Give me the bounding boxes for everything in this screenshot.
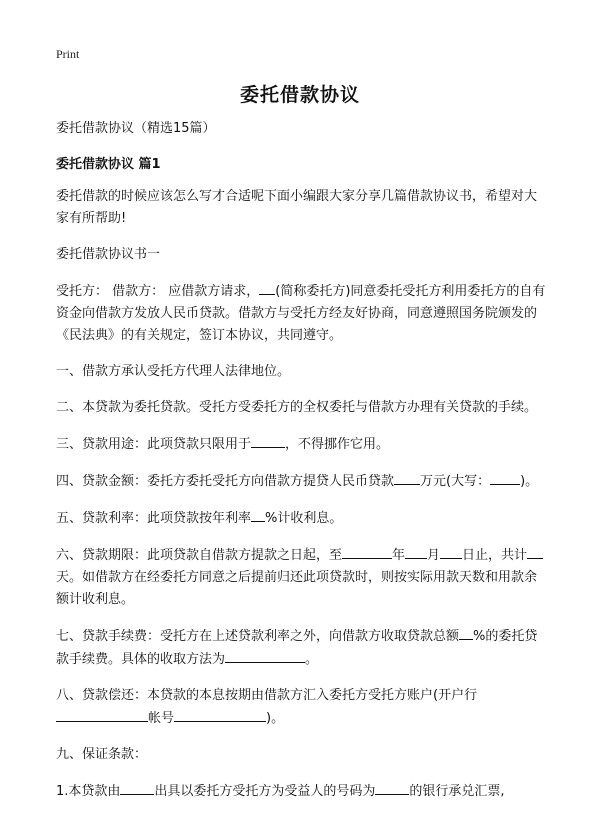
parties-text-a: 受托方： 借款方： 应借款方请求， [56, 284, 260, 299]
blank-field [251, 433, 285, 448]
document-subtitle: 委托借款协议（精选15篇） [56, 121, 216, 136]
clause-2: 二、本贷款为委托贷款。受托方受委托方的全权委托与借款方办理有关贷款的手续。 [56, 400, 538, 415]
blank-field [394, 470, 420, 485]
document-title: 委托借款协议 [239, 84, 360, 106]
blank-field [251, 507, 265, 522]
item-1-text-b: 出具以委托方受托方为受益人的号码为 [154, 784, 376, 799]
clause-8-text-b: 帐号 [148, 711, 175, 726]
clause-6-text-a: 六、贷款期限：此项贷款自借款方提款之日起，至 [56, 548, 343, 563]
clause-6-text-c: 天。如借款方在经委托方同意之后提前归还此项贷款时，则按实际用款天数和用款余额计收利息。 [56, 570, 538, 607]
clause-6-text-b: 日止，共计 [462, 548, 528, 563]
section-heading: 委托借款协议 篇1 [56, 157, 161, 172]
clause-4-text-a: 四、贷款金额：委托方委托受托方向借款方提贷人民币贷款 [56, 474, 395, 489]
item-1 [56, 780, 546, 803]
clause-3-text-b: ，不得挪作它用。 [285, 437, 390, 452]
print-link[interactable]: Print [56, 47, 80, 61]
clause-7-text-b: %的委托贷款手续费。具体的收取方法为 [56, 629, 538, 667]
clause-5-text-a: 五、贷款利率：此项贷款按年利率 [56, 511, 252, 526]
clause-8 [56, 685, 546, 730]
clause-1: 一、借款方承认受托方代理人法律地位。 [56, 364, 291, 379]
blank-field [225, 648, 305, 663]
clause-5 [56, 507, 546, 530]
clause-6 [56, 544, 546, 611]
blank-field [342, 544, 392, 559]
blank-field [56, 707, 148, 722]
blank-field [174, 707, 266, 722]
clause-9: 九、保证条款： [56, 747, 148, 762]
blank-field [527, 544, 543, 559]
clause-4 [56, 470, 546, 493]
clause-5-text-b: %计收利息。 [265, 511, 343, 526]
clause-3 [56, 433, 546, 456]
item-1-text-c: 的银行承兑汇票, [409, 784, 505, 799]
blank-field [405, 544, 427, 559]
parties-text-b: (简称委托方)同意委托受托方利用委托方的自有资金向借款方发放人民币贷款。借款方与受托方经友好协商，同意遵照国务院颁发的《民法典》的有关规定，签订本协议，共同遵守。 [56, 284, 546, 343]
document-body [56, 118, 546, 817]
clause-6-year: 年 [392, 548, 406, 563]
clause-7-text-a: 七、贷款手续费：受托方在上述贷款利率之外，向借款方收取贷款总额 [56, 629, 460, 644]
clause-6-month: 月 [427, 548, 441, 563]
blank-field [375, 780, 409, 795]
clause-4-text-b: 万元(大写： [420, 474, 491, 489]
blank-field [440, 544, 462, 559]
clause-7-text-c: 。 [305, 652, 319, 667]
clause-4-text-c: )。 [520, 474, 539, 489]
clause-7 [56, 625, 546, 671]
parties-paragraph [56, 280, 546, 347]
blank-field [259, 280, 275, 295]
clause-8-text-a: 八、贷款偿还：本贷款的本息按期由借款方汇入委托方受托方账户(开户行 [56, 688, 478, 703]
doc-name: 委托借款协议书一 [56, 247, 161, 262]
blank-field [459, 625, 473, 640]
intro-paragraph: 委托借款的时候应该怎么写才合适呢下面小编跟大家分享几篇借款协议书，希望对大家有所帮助! [56, 189, 538, 226]
item-1-text-a: 1.本贷款由 [56, 784, 121, 799]
clause-8-text-c: )。 [266, 711, 285, 726]
clause-3-text-a: 三、贷款用途：此项贷款只限用于 [56, 437, 252, 452]
blank-field [120, 780, 154, 795]
blank-field [490, 470, 520, 485]
